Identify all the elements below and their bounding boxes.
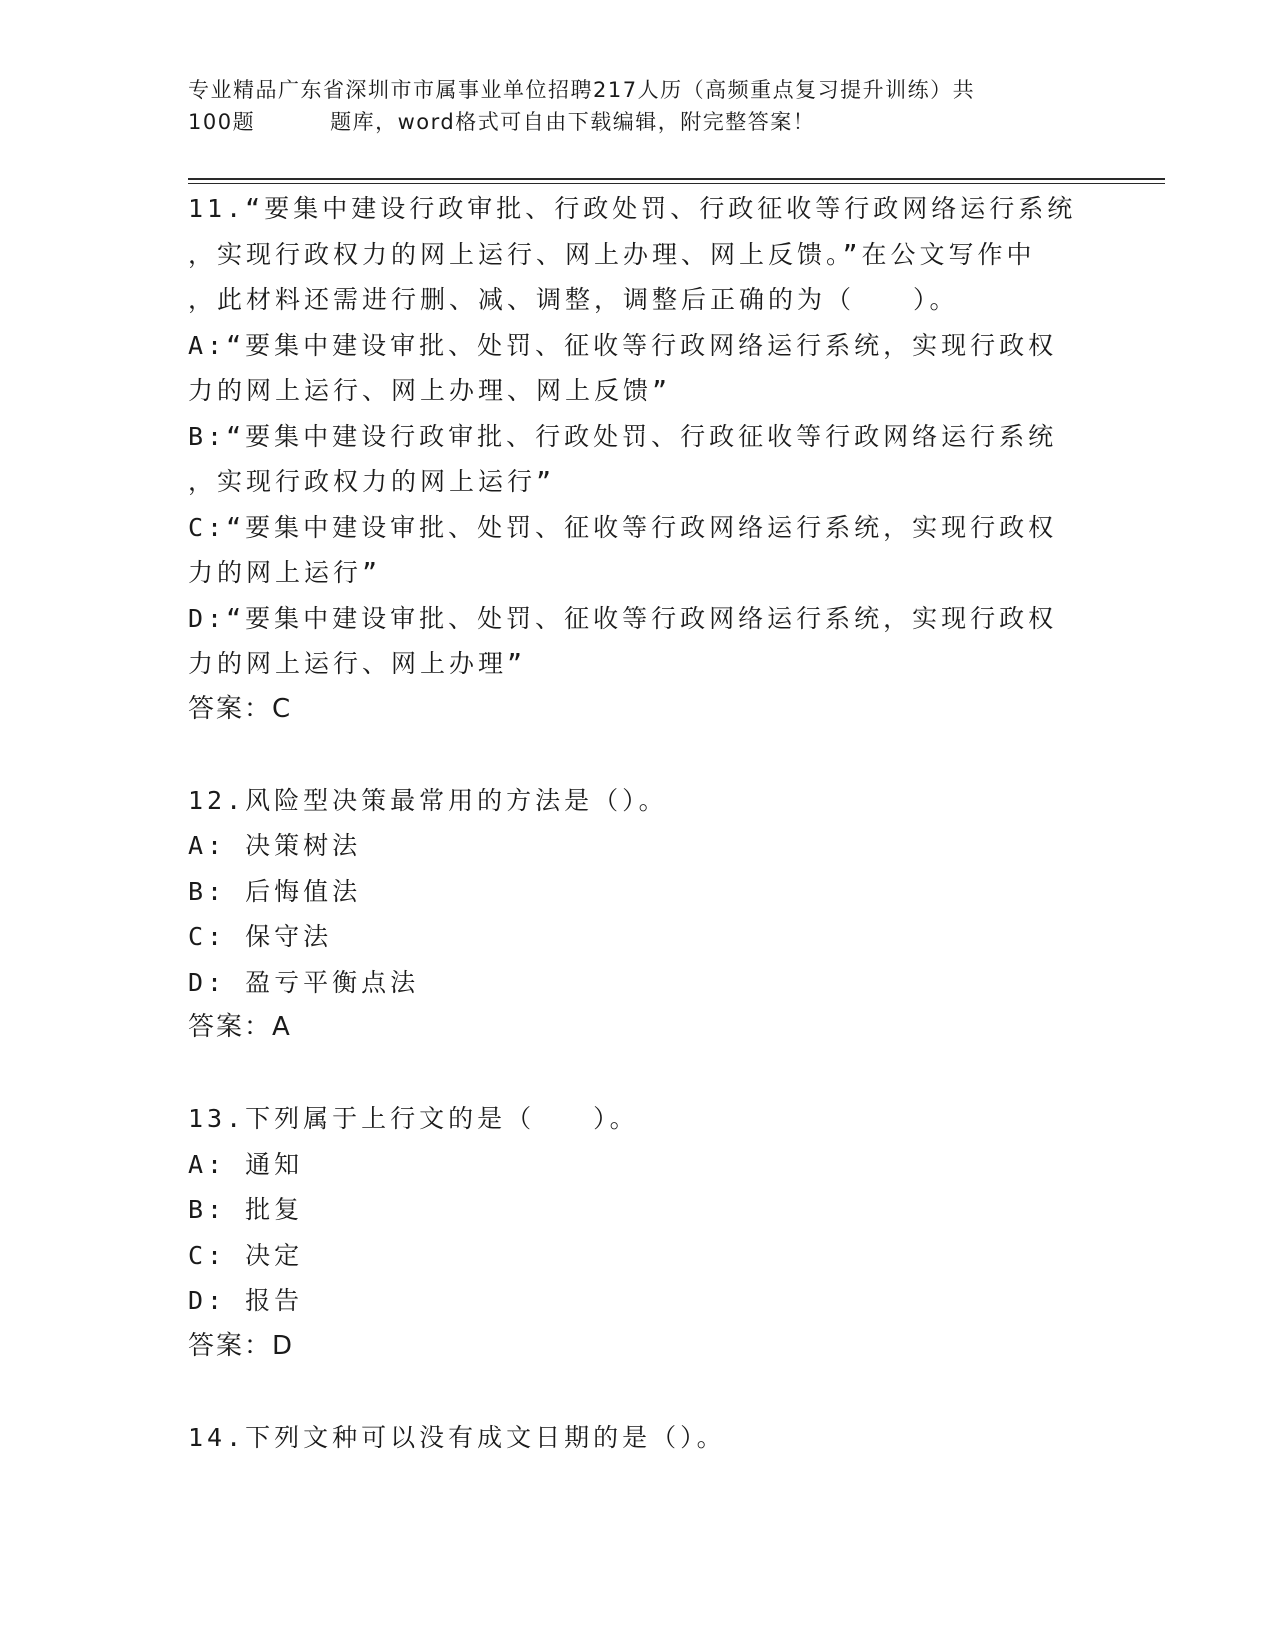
- question-text: 12.风险型决策最常用的方法是（）。: [188, 785, 668, 815]
- question-text: ，此材料还需进行删、减、调整，调整后正确的为（ ）。: [188, 285, 959, 314]
- header-description: 题库，word格式可自由下载编辑，附完整答案！: [330, 110, 816, 134]
- document-header: [188, 74, 1088, 138]
- header-question-count: 100题: [188, 110, 256, 134]
- answer: 答案：D: [188, 1330, 295, 1361]
- option-c: C:“要集中建设审批、处罚、征收等行政网络运行系统，实现行政权: [188, 512, 1058, 542]
- header-title-line-1: 专业精品广东省深圳市市属事业单位招聘217人历（高频重点复习提升训练）共: [188, 78, 976, 102]
- header-title-line-2: [188, 106, 1088, 138]
- question-11: [188, 186, 1088, 732]
- question-text: 11.“要集中建设行政审批、行政处罚、行政征收等行政网络运行系统: [188, 194, 1077, 223]
- option-b-continued: ，实现行政权力的网上运行”: [188, 467, 556, 496]
- option-d: D:“要集中建设审批、处罚、征收等行政网络运行系统，实现行政权: [188, 603, 1058, 633]
- option-c: C: 保守法: [188, 922, 333, 951]
- question-text: 13.下列属于上行文的是（ ）。: [188, 1104, 639, 1133]
- option-a: A:“要集中建设审批、处罚、征收等行政网络运行系统，实现行政权: [188, 330, 1058, 360]
- option-c: C: 决定: [188, 1240, 304, 1270]
- question-13: [188, 1096, 1088, 1369]
- question-list: [188, 186, 1088, 1460]
- header-divider: [188, 178, 1165, 184]
- option-a: A: 决策树法: [188, 831, 362, 860]
- option-d: D: 盈亏平衡点法: [188, 967, 420, 997]
- option-b: B:“要集中建设行政审批、行政处罚、行政征收等行政网络运行系统: [188, 421, 1058, 451]
- option-a-continued: 力的网上运行、网上办理、网上反馈”: [188, 376, 672, 405]
- answer: 答案：C: [188, 693, 293, 724]
- option-b: B: 批复: [188, 1195, 304, 1224]
- answer: 答案：A: [188, 1012, 292, 1042]
- question-14: [188, 1415, 1088, 1461]
- option-d: D: 报告: [188, 1286, 304, 1315]
- question-text: 14.下列文种可以没有成文日期的是（）。: [188, 1422, 726, 1452]
- option-b: B: 后悔值法: [188, 876, 362, 906]
- question-12: [188, 778, 1088, 1051]
- option-d-continued: 力的网上运行、网上办理”: [188, 649, 527, 678]
- question-text: ，实现行政权力的网上运行、网上办理、网上反馈。”在公文写作中: [188, 239, 1036, 269]
- option-a: A: 通知: [188, 1149, 304, 1179]
- option-c-continued: 力的网上运行”: [188, 558, 382, 587]
